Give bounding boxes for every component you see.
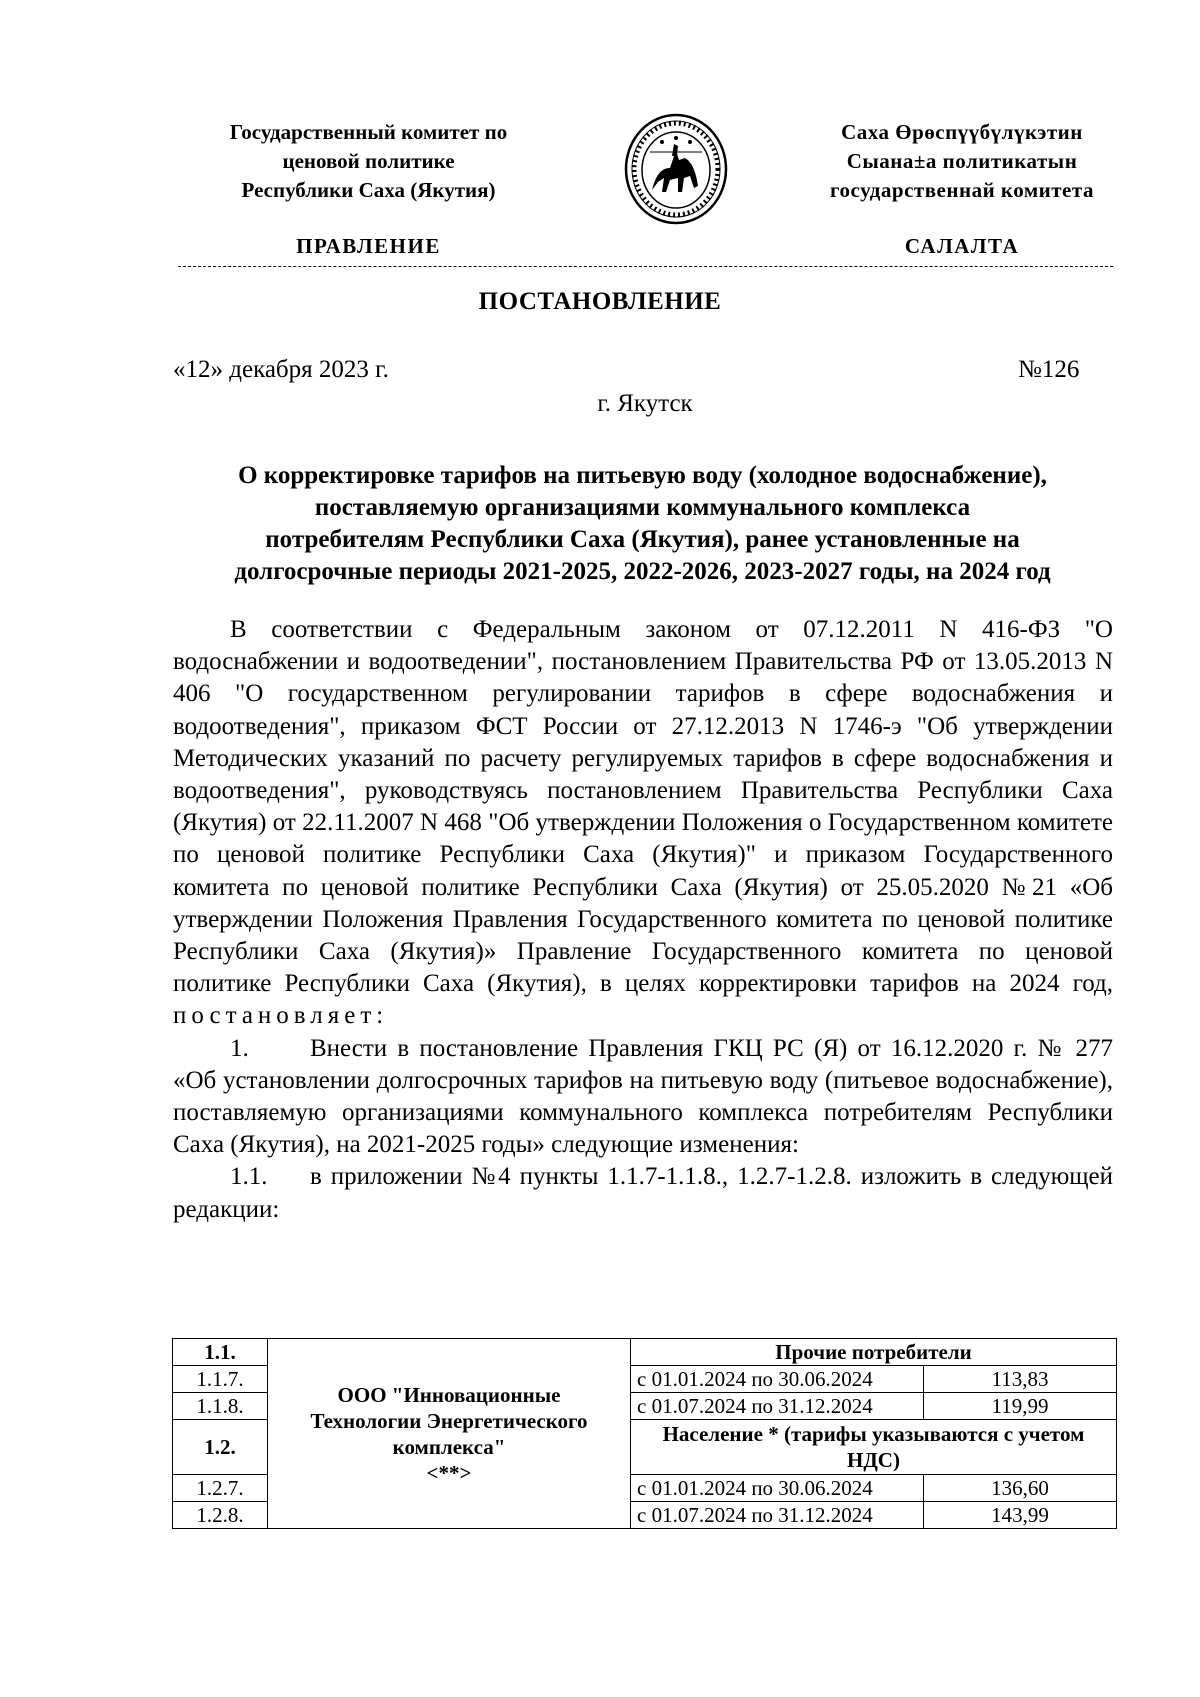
coat-of-arms-emblem: [622, 112, 730, 226]
subject-line: О корректировке тарифов на питьевую воду (холодное водоснабжение),: [238, 462, 1047, 489]
organization-cell: [268, 1339, 631, 1529]
row-code: 1.1.7.: [173, 1366, 268, 1393]
organization-line: Технологии Энергетического: [310, 1408, 588, 1433]
item-1: [173, 1033, 1113, 1162]
document-subject: [170, 460, 1115, 588]
row-code: 1.1.8.: [173, 1393, 268, 1420]
organization-line: ООО "Инновационные: [337, 1382, 561, 1407]
row-period: с 01.01.2024 по 30.06.2024: [631, 1475, 924, 1502]
item-1-1-number: 1.1.: [230, 1163, 268, 1191]
tariff-table: [172, 1338, 1117, 1529]
document-number: №126: [1018, 356, 1080, 383]
item-1-1-text: в приложении №4 пункты 1.1.7-1.1.8., 1.2.7-1.2.8. изложить в следующей редакции:: [173, 1163, 1113, 1223]
item-1-1: [173, 1161, 1113, 1225]
header-right-line: Саха Өрөспүүбүлүкэтин: [841, 120, 1083, 144]
decree-word: постановляет:: [173, 1002, 389, 1030]
header-left-line: ценовой политике: [282, 149, 455, 173]
row-code: 1.2.8.: [173, 1502, 268, 1529]
item-1-text: Внести в постановление Правления ГКЦ РС (Я) от 16.12.2020 г. № 277 «Об установлении долгосрочных тарифов на питьевую воду (питьевое водоснабжение), поставляемую организациями коммунального комплекса потребителям Республики Саха (Якутия), на 2021-2025 годы» следующие изменения:: [173, 1034, 1113, 1159]
document-body: [173, 614, 1113, 1226]
subject-line: долгосрочные периоды 2021-2025, 2022-2026, 2023-2027 годы, на 2024 год: [234, 558, 1051, 585]
header-left-line: Государственный комитет по: [229, 120, 508, 144]
table-row: [173, 1339, 1117, 1366]
preamble-text: В соответствии с Федеральным законом от 07.12.2011 N 416-ФЗ "О водоснабжении и водоотведении", постановлением Правительства РФ от 13.05.2013 N 406 "О государственном регулировании тарифов в сфере водоснабжения и водоотведения", приказом ФСТ России от 27.12.2013 N 1746-э "Об утверждении Методических указаний по расчету регулируемых тарифов в сфере водоснабжения и водоотведения", руководствуясь постановлением Правительства Республики Саха (Якутия) от 22.11.2007 N 468 "Об утверждении Положения о Государственном комитете по ценовой политике Республики Саха (Якутия)" и приказом Государственного комитета по ценовой политике Республики Саха (Якутия) от 25.05.2020 №21 «Об утверждении Положения Правления Государственного комитета по ценовой политике Республики Саха (Якутия)» Правление Государственного комитета по ценовой политике Республики Саха (Якутия), в целях корректировки тарифов на 2024 год,: [173, 616, 1113, 998]
group-code: 1.1.: [173, 1339, 268, 1366]
row-code: 1.2.7.: [173, 1475, 268, 1502]
document-type-title: ПОСТАНОВЛЕНИЕ: [478, 288, 722, 315]
organization-note: <**>: [426, 1460, 472, 1485]
document-date: «12» декабря 2023 г.: [173, 356, 389, 383]
header-right-line: Сыана±а политикатын: [846, 149, 1078, 173]
header-left-line: Республики Саха (Якутия): [241, 178, 496, 202]
preamble-paragraph: [173, 614, 1113, 1033]
row-value: 136,60: [924, 1475, 1117, 1502]
subject-line: поставляемую организациями коммунального комплекса: [314, 494, 971, 521]
item-1-number: 1.: [230, 1034, 249, 1062]
row-value: 143,99: [924, 1502, 1117, 1529]
header-right-title: [806, 118, 1118, 205]
subject-line: потребителям Республики Саха (Якутия), ранее установленные на: [265, 526, 1020, 553]
row-value: 119,99: [924, 1393, 1117, 1420]
group-title: Население * (тарифы указываются с учетом НДС): [631, 1420, 1117, 1475]
row-period: с 01.07.2024 по 31.12.2024: [631, 1393, 924, 1420]
organization-line: комплекса": [392, 1434, 506, 1459]
row-period: с 01.01.2024 по 30.06.2024: [631, 1366, 924, 1393]
row-period: с 01.07.2024 по 31.12.2024: [631, 1502, 924, 1529]
header-right-subtitle: САЛАЛТА: [904, 234, 1020, 258]
header-left-title: [196, 118, 541, 205]
header-divider: [178, 266, 1113, 267]
row-value: 113,83: [924, 1366, 1117, 1393]
header-left-subtitle: ПРАВЛЕНИЕ: [296, 234, 441, 258]
group-title: Прочие потребители: [631, 1339, 1117, 1366]
header-right-line: государственнай комитета: [830, 178, 1094, 202]
document-city: г. Якутск: [597, 390, 693, 417]
group-code: 1.2.: [173, 1420, 268, 1475]
